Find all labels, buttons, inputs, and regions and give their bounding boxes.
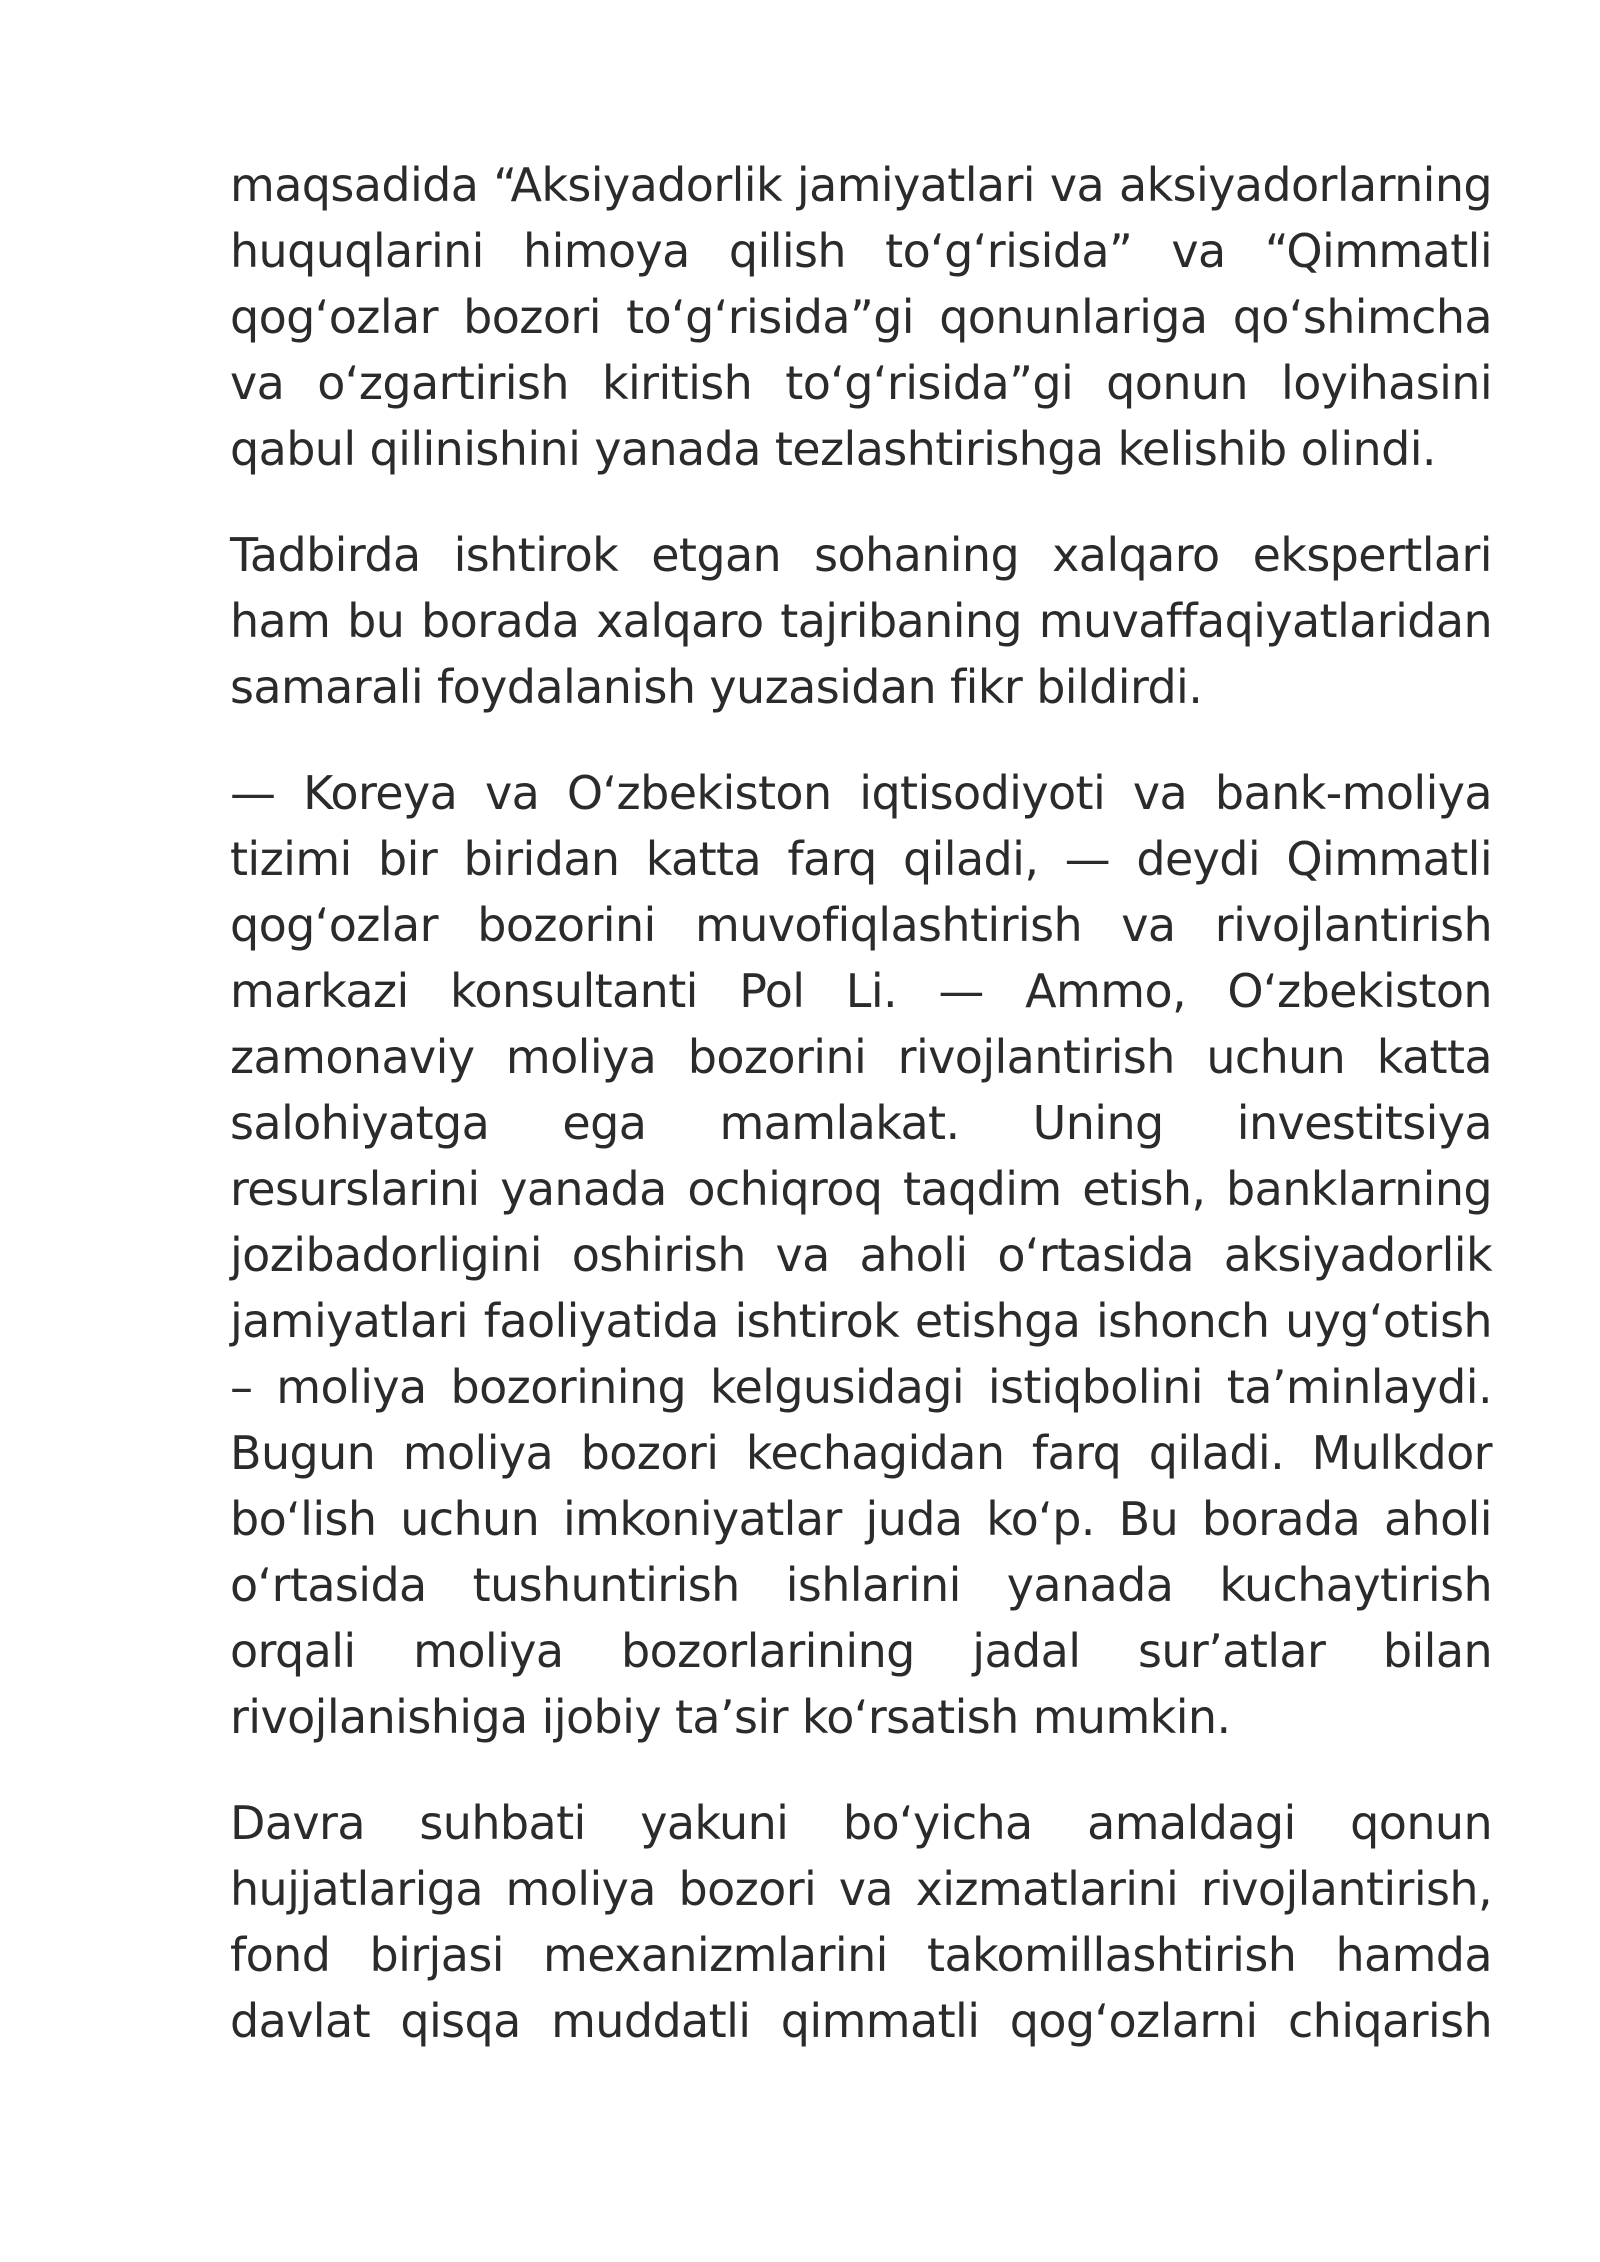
document-body <box>230 152 1492 2094</box>
paragraph-4: Davra suhbati yakuni bo‘yicha amaldagi qonun hujjatlariga moliya bozori va xizmatlarini rivojlantirish, fond birjasi mexanizmlarini takomillashtirish hamda davlat qisqa muddatli qimmatli qog‘ozlarni chiqarish <box>230 1796 1492 2048</box>
paragraph-2: Tadbirda ishtirok etgan sohaning xalqaro ekspertlari ham bu borada xalqaro tajribaning muvaffaqiyatlaridan samarali foydalanish yuzasidan fikr bildirdi. <box>230 528 1492 714</box>
paragraph-1: maqsadida “Aksiyadorlik jamiyatlari va aksiyadorlarning huquqlarini himoya qilish to‘g‘risida” va “Qimmatli qog‘ozlar bozori to‘g‘risida”gi qonunlariga qo‘shimcha va o‘zgartirish kiritish to‘g‘risida”gi qonun loyihasini qabul qilinishini yanada tezlashtirishga kelishib olindi. <box>230 158 1492 476</box>
paragraph-3: — Koreya va O‘zbekiston iqtisodiyoti va bank-moliya tizimi bir biridan katta farq qiladi, — deydi Qimmatli qog‘ozlar bozorini muvofiqlashtirish va rivojlantirish markazi konsultanti Pol Li. — Ammo, O‘zbekiston zamonaviy moliya bozorini rivojlantirish uchun katta salohiyatga ega mamlakat. Uning investitsiya resurslarini yanada ochiqroq taqdim etish, banklarning jozibadorligini oshirish va aholi o‘rtasida aksiyadorlik jamiyatlari faoliyatida ishtirok etishga ishonch uyg‘otish – moliya bozorining kelgusidagi istiqbolini ta’minlaydi. Bugun moliya bozori kechagidan farq qiladi. Mulkdor bo‘lish uchun imkoniyatlar juda ko‘p. Bu borada aholi o‘rtasida tushuntirish ishlarini yanada kuchaytirish orqali moliya bozorlarining jadal sur’atlar bilan rivojlanishiga ijobiy ta’sir ko‘rsatish mumkin. <box>230 766 1492 1744</box>
